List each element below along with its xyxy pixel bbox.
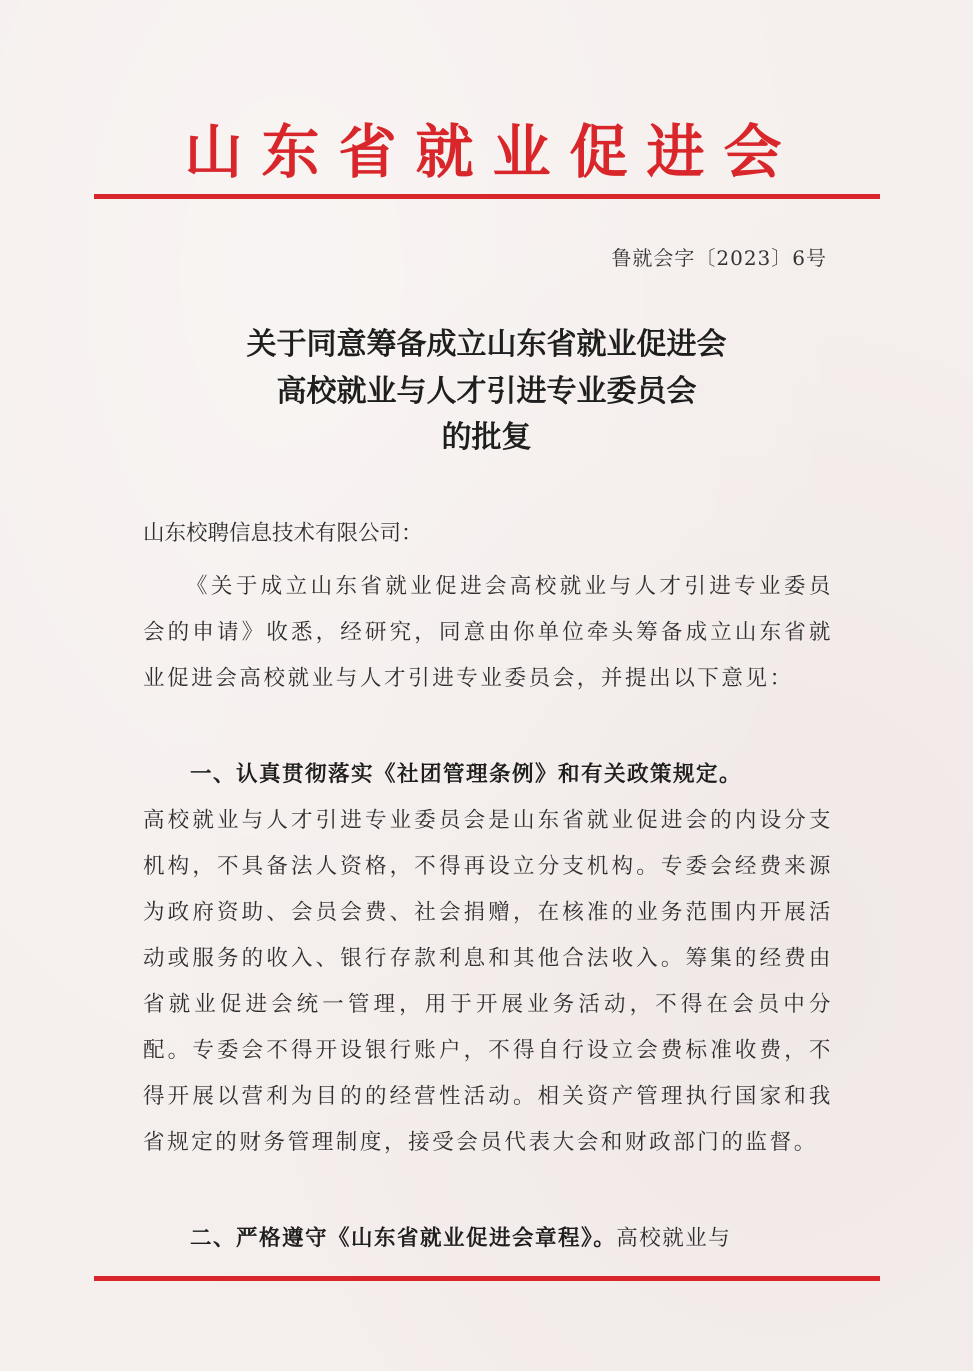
letterhead-title: 山东省就业促进会 — [184, 118, 801, 186]
document-number: 鲁就会字〔2023〕6号 — [611, 246, 827, 270]
section-2-line — [190, 1216, 840, 1262]
document-title-line-1: 关于同意筹备成立山东省就业促进会 — [246, 327, 727, 362]
section-2-text-start: 高校就业与 — [616, 1226, 732, 1251]
intro-paragraph: 《关于成立山东省就业促进会高校就业与人才引进专业委员会的申请》收悉，经研究，同意由你单位牵头筹备成立山东省就业促进会高校就业与人才引进专业委员会，并提出以下意见： — [143, 574, 833, 691]
section-1-paragraph: 高校就业与人才引进专业委员会是山东省就业促进会的内设分支机构，不具备法人资格，不得再设立分支机构。专委会经费来源为政府资助、会员会费、社会捐赠，在核准的业务范围内开展活动或服务的收入、银行存款利息和其他合法收入。筹集的经费由省就业促进会统一管理，用于开展业务活动，不得在会员中分配。专委会不得开设银行账户，不得自行设立会费标准收费，不得开展以营利为目的的经营性活动。相关资产管理执行国家和我省规定的财务管理制度，接受会员代表大会和财政部门的监督。 — [143, 808, 833, 1155]
letterhead-red-rule — [94, 194, 880, 199]
footer-red-rule — [94, 1276, 880, 1281]
addressee: 山东校聘信息技术有限公司： — [143, 521, 423, 546]
section-heading-2: 二、严格遵守《山东省就业促进会章程》。 — [190, 1226, 617, 1251]
document-title-line-3: 的批复 — [441, 420, 532, 455]
document-title-line-2: 高校就业与人才引进专业委员会 — [276, 374, 697, 409]
section-heading-1: 一、认真贯彻落实《社团管理条例》和有关政策规定。 — [190, 762, 743, 787]
